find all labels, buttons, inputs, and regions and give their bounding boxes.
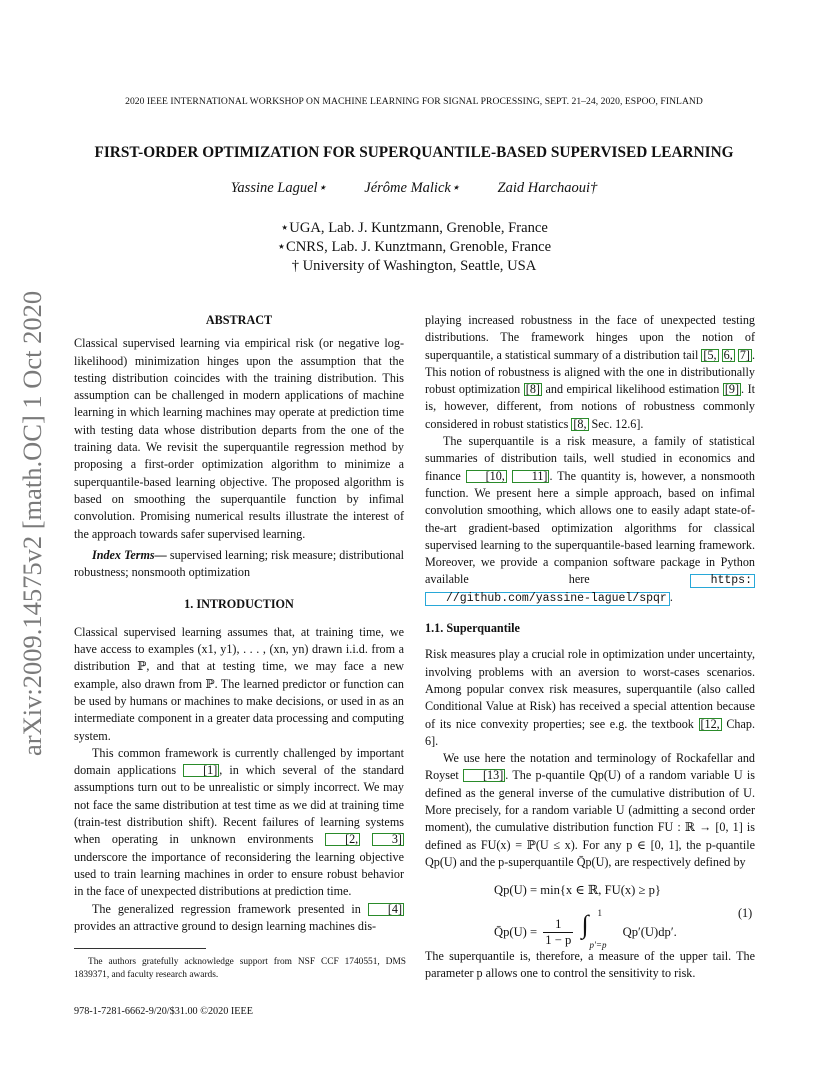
citation-link[interactable]: [13] — [463, 769, 505, 782]
index-terms-label: Index Terms— — [92, 547, 167, 562]
text-run: provides an attractive ground to design learning machines dis- — [74, 918, 377, 933]
affiliation-2: ⋆CNRS, Lab. J. Kunztmann, Grenoble, France — [276, 239, 552, 255]
text-run: . The quantity is, however, a nonsmooth function. We present here a simple approach, based on infimal convolution smoothing, which allows one to easily adapt state-of-the-art gradient-based optimization algorithms for classical supervised learning to the superquantile-based learning framework. Moreover, we provide a companion software package in Python available here — [425, 468, 755, 587]
equation-rhs: Qp′(U)dp′. — [622, 924, 677, 939]
text-run: and empirical likelihood estimation — [541, 382, 723, 397]
affiliation-1: ⋆UGA, Lab. J. Kuntzmann, Grenoble, France — [280, 220, 548, 236]
text-run: , in which several of the standard assumptions turn out to be unrealistic or simply incorrect. We may not face the same distribution at test time as we did at training time (train-test distribution shift). Recent failures of learning systems when operating in unknown environments — [74, 763, 404, 847]
equation-quantile: Qp(U) = min{x ∈ ℝ, FU(x) ≥ p} — [494, 883, 661, 897]
text-run: playing increased robustness in the face of unexpected testing distributions. The framework hinges upon the notion of superquantile, a statistical summary of a distribution tail — [425, 313, 755, 362]
text-run: underscore the importance of reconsidering the learning objective used to train learning machines in order to ensure robust behavior in the face of unexpected distributions at prediction time. — [74, 849, 404, 899]
citation-link[interactable]: [10, — [466, 470, 507, 483]
author-3: Zaid Harchaoui† — [497, 180, 598, 196]
right-column-tail — [425, 948, 755, 983]
author-list — [0, 180, 828, 197]
arxiv-stamp — [14, 276, 50, 756]
copyright-line: 978-1-7281-6662-9/20/$31.00 ©2020 IEEE — [74, 1006, 253, 1017]
integral-symbol: ∫ — [581, 910, 589, 939]
equation-fraction — [543, 917, 573, 948]
citation-link[interactable]: [9] — [724, 382, 739, 397]
index-terms — [74, 547, 404, 582]
author-1: Yassine Laguel⋆ — [230, 180, 327, 196]
right-paragraph-2 — [425, 433, 755, 606]
paper-title: FIRST-ORDER OPTIMIZATION FOR SUPERQUANTILE-BASED SUPERVISED LEARNING — [94, 144, 734, 161]
footnote: The authors gratefully acknowledge support from NSF CCF 1740551, DMS 1839371, and faculty research awards. — [74, 957, 406, 980]
github-url-link[interactable]: //github.com/yassine-laguel/spqr — [425, 592, 670, 606]
index-terms-text: supervised learning; risk measure; distributional robustness; nonsmooth optimization — [74, 547, 405, 580]
citation-link[interactable]: [1] — [183, 764, 219, 777]
text-run: We use here the notation and terminology of Rockafellar and Royset — [425, 751, 755, 783]
right-paragraph-3 — [425, 646, 755, 750]
text-run: . It is, however, different, from notions of robustness commonly considered in robust statistics — [425, 382, 755, 431]
footnote-rule — [74, 948, 206, 949]
affiliation-3: † University of Washington, Seattle, USA — [291, 258, 537, 274]
citation-link[interactable]: 3] — [372, 833, 404, 846]
abstract-text: Classical supervised learning via empirical risk (or negative log-likelihood) minimization hinges upon the assumption that the testing distribution coincides with the training distribution. This assumption can be challenged in modern applications of machine learning in which learning machines may operate at prediction time with testing data whose distribution departs from the one of the training data. We revisit the superquantile regression method by proposing a first-order optimization algorithm to minimize a superquantile-based learning objective. The proposed algorithm is based on smoothing the superquantile function by infimal convolution. Promising numerical results illustrate the interest of the approach towards safer supervised learning. — [74, 336, 404, 541]
author-2: Jérôme Malick⋆ — [364, 180, 460, 196]
intro-paragraph-2 — [74, 745, 404, 901]
left-column — [74, 312, 404, 935]
text-run: . This notion of robustness is aligned with the one in distributionally robust optimization — [425, 347, 755, 397]
text-run: The superquantile is a risk measure, a family of statistical summaries of distribution tails, well studied in economics and finance — [425, 434, 755, 483]
citation-link[interactable]: 11] — [512, 470, 550, 483]
text-run: The generalized regression framework presented in — [92, 901, 368, 916]
right-paragraph-1 — [425, 312, 755, 433]
right-paragraph-4 — [425, 750, 755, 871]
subsection-heading: 1.1. Superquantile — [425, 621, 520, 636]
citation-link[interactable]: 7] — [739, 347, 750, 362]
text-run: Chap. 6]. — [425, 716, 755, 748]
citation-link[interactable]: [5, — [703, 347, 717, 362]
citation-link[interactable]: [12, — [700, 716, 720, 731]
text-run: . The p-quantile Qp(U) of a random variable U is defined as the general inverse of the cumulative distribution of U. More precisely, for a random variable U (admitting a second order moment), the cumulative distribution function FU : ℝ → [0, 1] is defined as FU(x) = ℙ(U ≤ x). For any p ∈ [0, 1], the p-quantile Qp(U) and the p-superquantile Q̄p(U), are respectively defined by — [425, 768, 755, 869]
citation-link[interactable]: [8, — [573, 416, 587, 431]
text-run: . — [669, 589, 673, 604]
running-header: 2020 IEEE INTERNATIONAL WORKSHOP ON MACHINE LEARNING FOR SIGNAL PROCESSING, SEPT. 21–24, 2020, ESPOO, FINLAND — [125, 96, 703, 107]
fraction-denominator: 1 − p — [545, 932, 572, 947]
arxiv-id: arXiv:2009.14575v2 [math.OC] 1 Oct 2020 — [17, 290, 47, 756]
intro-paragraph-1: Classical supervised learning assumes that, at training time, we have access to examples (x1, y1), . . . , (xn, yn) drawn i.i.d. from a distribution ℙ, and that at testing time, we may face a new example, also drawn from ℙ. The learned predictor or function can be used by humans or machines to make decisions, or used in as an intermediate component in a greater data processing and computing system. — [74, 624, 404, 743]
fraction-numerator: 1 — [543, 917, 573, 933]
right-column — [425, 312, 755, 871]
text-run: Sec. 12.6]. — [588, 416, 644, 431]
integral-upper: 1 — [597, 908, 602, 918]
intro-heading: 1. INTRODUCTION — [184, 597, 294, 612]
text-run: Risk measures play a crucial role in optimization under uncertainty, involving problems with an aversion to worst-cases scenarios. Among popular convex risk measures, superquantile (also called Conditional Value at Risk) has received a special attention because of its nice convexity properties; see e.g. the textbook — [425, 647, 755, 731]
equation-lhs: Q̄p(U) = — [494, 924, 538, 939]
github-url-link[interactable]: https: — [690, 574, 755, 588]
abstract-heading: ABSTRACT — [205, 313, 273, 327]
citation-link[interactable]: 6, — [723, 347, 733, 362]
intro-paragraph-3 — [74, 901, 404, 936]
equation-number: (1) — [738, 906, 753, 920]
text-run: This common framework is currently challenged by important domain applications — [74, 745, 404, 778]
citation-link[interactable]: [2, — [325, 833, 360, 846]
citation-link[interactable]: [8] — [525, 382, 540, 397]
citation-link[interactable]: [4] — [368, 903, 404, 916]
integral-lower: p′=p — [589, 940, 607, 950]
integral-sign — [579, 908, 619, 952]
equation-superquantile — [494, 908, 677, 952]
right-paragraph-5: The superquantile is, therefore, a measure of the upper tail. The parameter p allows one to control the sensitivity to risk. — [425, 949, 755, 981]
